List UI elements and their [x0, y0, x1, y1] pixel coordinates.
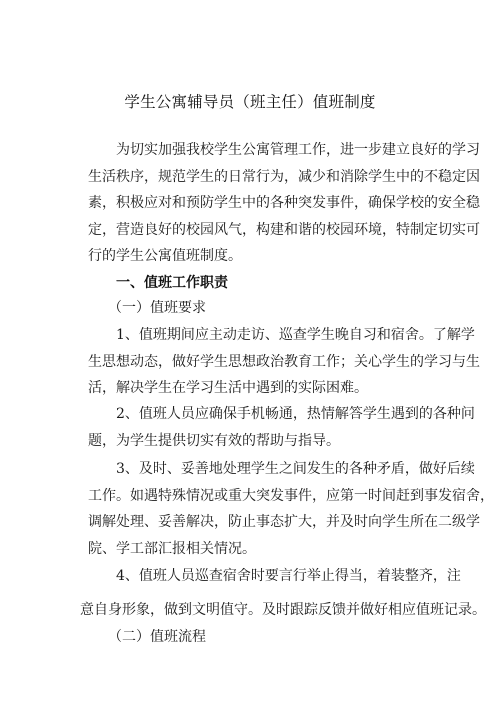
intro-line: 素，积极应对和预防学生中的各种突发事件，确保学校的安全稳	[88, 195, 480, 211]
item-line: 工作。如遇特殊情况或重大突发事件，应第一时间赶到事发宿舍，	[88, 487, 494, 504]
item-line: 调解处理、妥善解决，防止事态扩大，并及时向学生所在二级学	[88, 514, 480, 530]
subheading-procedure: （二）值班流程	[108, 629, 206, 645]
item-line: 2、值班人员应确保手机畅通，热情解答学生遇到的各种问	[116, 406, 475, 422]
intro-line: 为切实加强我校学生公寓管理工作，进一步建立良好的学习	[116, 142, 480, 158]
item-line: 院、学工部汇报相关情况。	[88, 540, 256, 557]
item-3-paragraph	[88, 456, 494, 562]
item-line: 活，解决学生在学习生活中遇到的实际困难。	[88, 380, 368, 396]
intro-line: 行的学生公寓值班制度。	[88, 248, 242, 264]
intro-line: 定，营造良好的校园风气，构建和谐的校园环境，特制定切实可	[88, 221, 480, 238]
item-4-paragraph	[88, 563, 461, 590]
item-line: 1、值班期间应主动走访、巡查学生晚自习和宿舍。了解学	[116, 327, 475, 343]
intro-paragraph	[88, 137, 480, 270]
item-4-continuation	[80, 597, 486, 624]
intro-line: 生活秩序，规范学生的日常行为，减少和消除学生中的不稳定因	[88, 168, 480, 185]
item-1-paragraph	[88, 322, 480, 402]
document-title: 学生公寓辅导员（班主任）值班制度	[124, 93, 376, 111]
subheading-requirements: （一）值班要求	[108, 300, 206, 316]
item-line: 4、值班人员巡查宿舍时要言行举止得当，着装整齐，注	[116, 568, 461, 584]
item-line: 题，为学生提供切实有效的帮助与指导。	[88, 432, 340, 449]
item-line: 生思想动态，做好学生思想政治教育工作；关心学生的学习与生	[88, 353, 480, 370]
section-heading-duties: 一、值班工作职责	[116, 275, 228, 291]
item-2-paragraph	[88, 401, 475, 454]
item-line: 意自身形象，做到文明值守。及时跟踪反馈并做好相应值班记录。	[80, 602, 486, 618]
item-line: 3、及时、妥善地处理学生之间发生的各种矛盾，做好后续	[116, 461, 475, 477]
